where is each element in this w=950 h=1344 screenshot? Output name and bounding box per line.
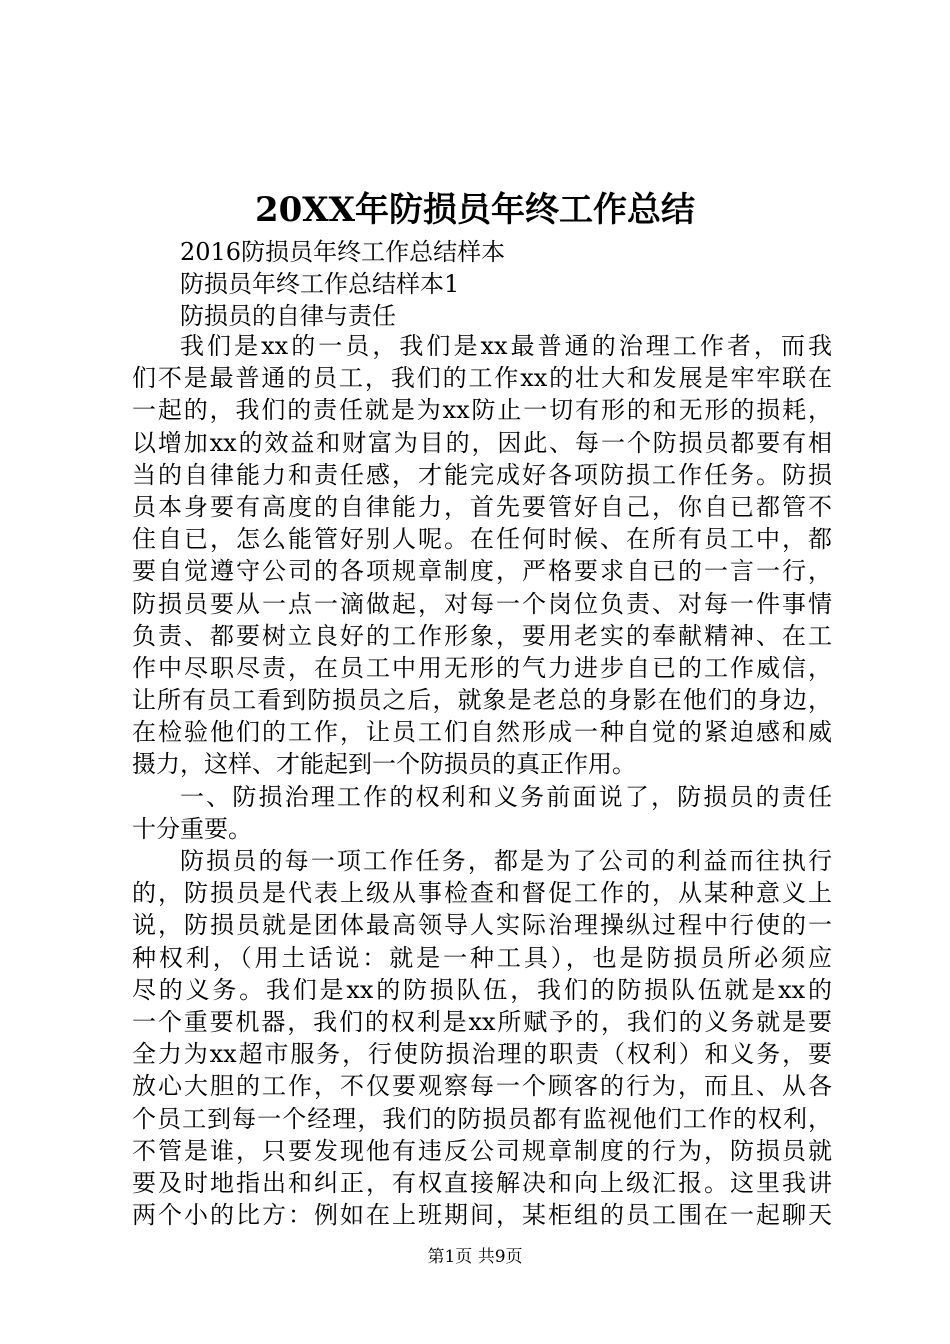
- paragraph-line: 全力为xx超市服务，行使防损治理的职责（权利）和义务，要: [132, 1040, 832, 1069]
- body-paragraph-1: [132, 330, 832, 1231]
- paragraph-line: 以增加xx的效益和财富为目的，因此、每一个防损员都要有相: [132, 428, 832, 457]
- paragraph-line: 一、防损治理工作的权利和义务前面说了，防损员的责任: [180, 782, 832, 811]
- paragraph-line: 不管是谁，只要发现他有违反公司规章制度的行为，防损员就: [132, 1136, 832, 1165]
- paragraph-line: 负责、都要树立良好的工作形象，要用老实的奉献精神、在工: [132, 621, 832, 650]
- paragraph-line: 在检验他们的工作，让员工们自然形成一种自觉的紧迫感和威: [132, 718, 832, 747]
- paragraph-line: 种权利，（用土话说：就是一种工具），也是防损员所必须应: [132, 943, 832, 972]
- paragraph-line: 们不是最普通的员工，我们的工作xx的壮大和发展是牢牢联在: [132, 364, 832, 393]
- paragraph-line: 说，防损员就是团体最高领导人实际治理操纵过程中行使的一: [132, 911, 832, 940]
- paragraph-line: 要及时地指出和纠正，有权直接解决和向上级汇报。这里我讲: [132, 1168, 832, 1197]
- paragraph-line: 员本身要有高度的自律能力，首先要管好自己，你自已都管不: [132, 492, 832, 521]
- paragraph-line: 让所有员工看到防损员之后，就象是老总的身影在他们的身边，: [132, 686, 832, 715]
- paragraph-line: 一起的，我们的责任就是为xx防止一切有形的和无形的损耗，: [132, 396, 832, 425]
- paragraph-line: 当的自律能力和责任感，才能完成好各项防损工作任务。防损: [132, 460, 832, 489]
- paragraph-line: 防损员的每一项工作任务，都是为了公司的利益而往执行: [180, 847, 832, 875]
- paragraph-line: 住自已，怎么能管好别人呢。在任何时候、在所有员工中，都: [132, 525, 832, 554]
- paragraph-line: 个员工到每一个经理，我们的防损员都有监视他们工作的权利，: [132, 1104, 832, 1133]
- paragraph-line: 防损员要从一点一滴做起，对每一个岗位负责、对每一件事情: [132, 589, 832, 618]
- paragraph-line: 放心大胆的工作，不仅要观察每一个顾客的行为，而且、从各: [132, 1072, 832, 1101]
- document-title: 20XX年防损员年终工作总结: [254, 190, 696, 230]
- paragraph-line: 的，防损员是代表上级从事检查和督促工作的，从某种意义上: [132, 879, 832, 908]
- paragraph-line: 要自觉遵守公司的各项规章制度，严格要求自已的一言一行，: [132, 557, 832, 586]
- paragraph-line: 一个重要机器，我们的权利是xx所赋予的，我们的义务就是要: [132, 1007, 832, 1036]
- paragraph-line: 摄力，这样、才能起到一个防损员的真正作用。: [132, 750, 636, 779]
- paragraph-line: 作中尽职尽责，在员工中用无形的气力进步自已的工作威信，: [132, 653, 832, 682]
- page-footer: 第1页 共9页: [427, 1247, 523, 1267]
- paragraph-line: 十分重要。: [132, 814, 252, 843]
- subheading-sample-number: 防损员年终工作总结样本1: [180, 270, 460, 298]
- subheading-self-discipline: 防损员的自律与责任: [180, 302, 396, 330]
- subheading-sample-title: 2016防损员年终工作总结样本: [180, 238, 506, 266]
- paragraph-line: 我们是xx的一员，我们是xx最普通的治理工作者，而我: [180, 332, 832, 360]
- paragraph-line: 两个小的比方：例如在上班期间，某柜组的员工围在一起聊天: [132, 1201, 832, 1230]
- paragraph-line: 尽的义务。我们是xx的防损队伍，我们的防损队伍就是xx的: [132, 975, 832, 1004]
